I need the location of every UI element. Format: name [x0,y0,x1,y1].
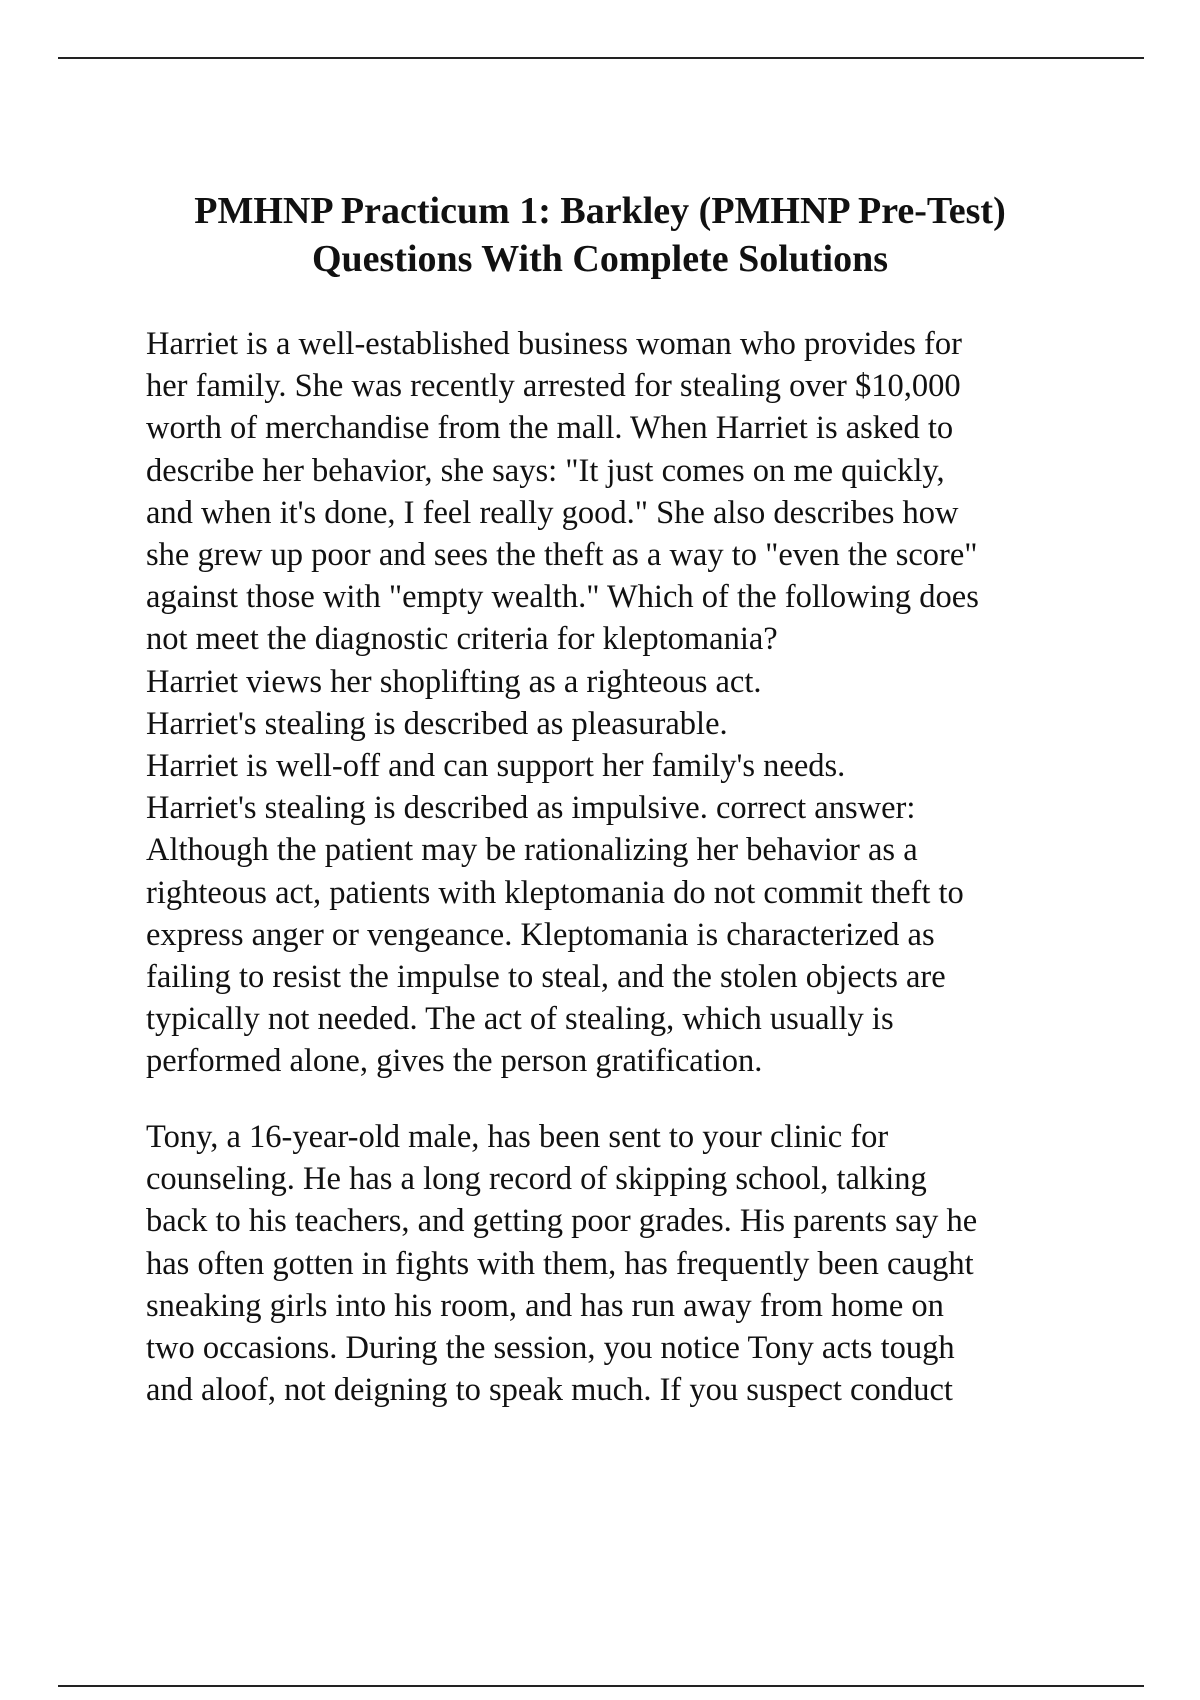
text-line: sneaking girls into his room, and has run away from home on [146,1287,944,1324]
top-rule [58,57,1144,59]
explanation-line: performed alone, gives the person gratification. [146,1043,763,1080]
text-line: her family. She was recently arrested for stealing over $10,000 [146,368,961,405]
text-line: she grew up poor and sees the theft as a way to "even the score" [146,537,978,574]
title-line: PMHNP Practicum 1: Barkley (PMHNP Pre-Test) [194,190,1006,232]
title-line: Questions With Complete Solutions [311,238,889,280]
text-line: two occasions. During the session, you notice Tony acts tough [146,1330,955,1367]
bottom-rule [58,1685,1144,1687]
explanation-line: failing to resist the impulse to steal, and the stolen objects are [146,959,946,996]
text-line: Harriet is a well-established business woman who provides for [146,326,962,362]
explanation-line: express anger or vengeance. Kleptomania is characterized as [146,916,935,953]
text-line: worth of merchandise from the mall. When Harriet is asked to [146,410,954,447]
text-line: not meet the diagnostic criteria for kleptomania? [146,621,778,658]
question-2-paragraph [146,1116,1106,1411]
text-line: Tony, a 16-year-old male, has been sent to your clinic for [146,1119,889,1155]
answer-option-line: Harriet views her shoplifting as a righteous act. [146,663,762,700]
text-line: has often gotten in fights with them, has frequently been caught [146,1245,974,1282]
text-line: and when it's done, I feel really good." She also describes how [146,494,959,531]
page-title [120,187,1080,283]
text-line: and aloof, not deigning to speak much. If you suspect conduct [146,1372,953,1409]
answer-option-line: Harriet's stealing is described as pleasurable. [146,705,728,742]
explanation-line: typically not needed. The act of stealing, which usually is [146,1001,894,1038]
explanation-line: Although the patient may be rationalizing her behavior as a [146,832,918,869]
answer-option-line: Harriet is well-off and can support her family's needs. [146,748,846,785]
text-line: describe her behavior, she says: "It just comes on me quickly, [146,452,945,489]
text-line: against those with "empty wealth." Which of the following does [146,579,979,616]
question-1-paragraph [146,323,1106,1083]
text-line: back to his teachers, and getting poor grades. His parents say he [146,1203,978,1240]
answer-option-line: Harriet's stealing is described as impulsive. correct answer: [146,790,916,827]
explanation-line: righteous act, patients with kleptomania do not commit theft to [146,874,964,911]
text-line: counseling. He has a long record of skipping school, talking [146,1161,927,1198]
